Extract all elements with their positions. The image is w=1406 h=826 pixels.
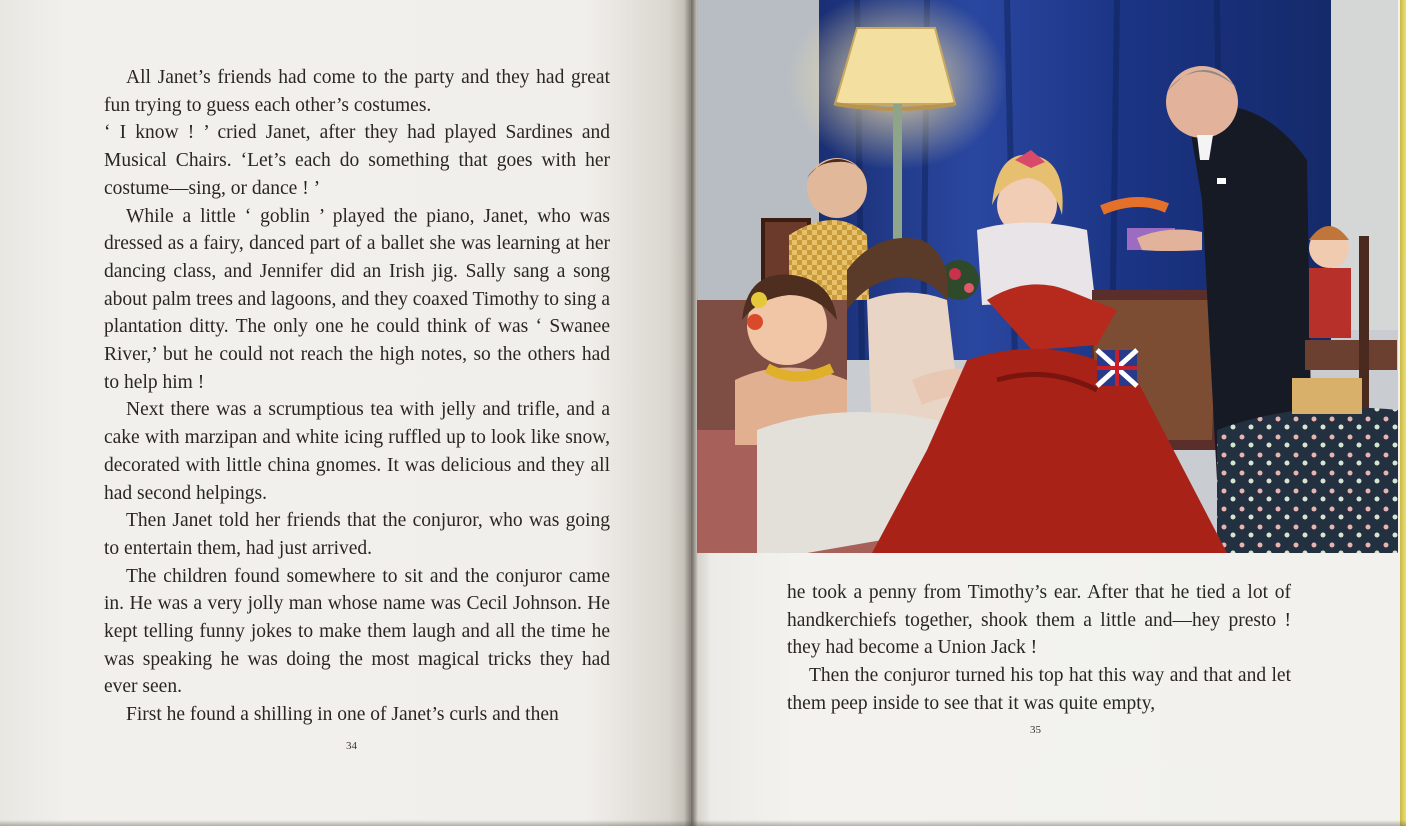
wooden-box — [1292, 378, 1362, 414]
paragraph: he took a penny from Timothy’s ear. After that he tied a lot of handkerchiefs together, shook them a little and—hey presto ! they had become a Union Jack ! — [787, 582, 1291, 659]
paragraph: Next there was a scrumptious tea with jelly and trifle, and a cake with marzipan and white icing ruffled up to look like snow, decorated with little china gnomes. It was delicious and they all had second helpings. — [104, 399, 610, 504]
left-page — [0, 0, 690, 826]
paragraph: ‘ I know ! ’ cried Janet, after they had played Sardines and Musical Chairs. ‘Let’s each do something that goes with her costume—sing, or dance ! ’ — [104, 122, 610, 199]
paragraph: Then Janet told her friends that the conjuror, who was going to entertain them, had just arrived. — [104, 510, 610, 559]
magician-head — [1166, 66, 1238, 138]
paragraph: The children found somewhere to sit and the conjuror came in. He was a very jolly man whose name was Cecil Johnson. He kept telling funny jokes to make them laugh and all the time he was speaking he was doing the most magical tricks they had ever seen. — [104, 565, 610, 698]
page-number-right: 35 — [1030, 724, 1041, 736]
page-edge — [1400, 0, 1406, 826]
party-photo-art — [697, 0, 1398, 553]
paragraph: All Janet’s friends had come to the party and they had great fun trying to guess each other’s costumes. — [104, 67, 610, 116]
lamp-shade — [835, 28, 955, 104]
left-page-text — [104, 64, 610, 729]
patterned-cloth — [1217, 408, 1398, 554]
puppet-body — [1309, 268, 1351, 338]
lamp-pole — [893, 104, 902, 244]
paragraph: Then the conjuror turned his top hat this way and that and let them peep inside to see that it was quite empty, — [787, 665, 1291, 714]
book-gutter — [684, 0, 698, 826]
paragraph: While a little ‘ goblin ’ played the piano, Janet, who was dressed as a fairy, danced part of a ballet she was learning at her dancing class, and Jennifer did an Irish jig. Sally sang a song about palm trees and lagoons, and they coaxed Timothy to sing a plantation ditty. The only one he could think of was ‘ Swanee River,’ but he could not reach the high notes, so the others had to help him ! — [104, 205, 610, 393]
paragraph: First he found a shilling in one of Janet’s curls and then — [126, 704, 559, 726]
right-page-text — [787, 579, 1291, 718]
bottom-shadow — [0, 820, 1406, 826]
party-illustration — [697, 0, 1398, 553]
hair-flower — [751, 292, 767, 308]
page-number-left: 34 — [346, 740, 357, 752]
chair-right — [1305, 340, 1397, 370]
